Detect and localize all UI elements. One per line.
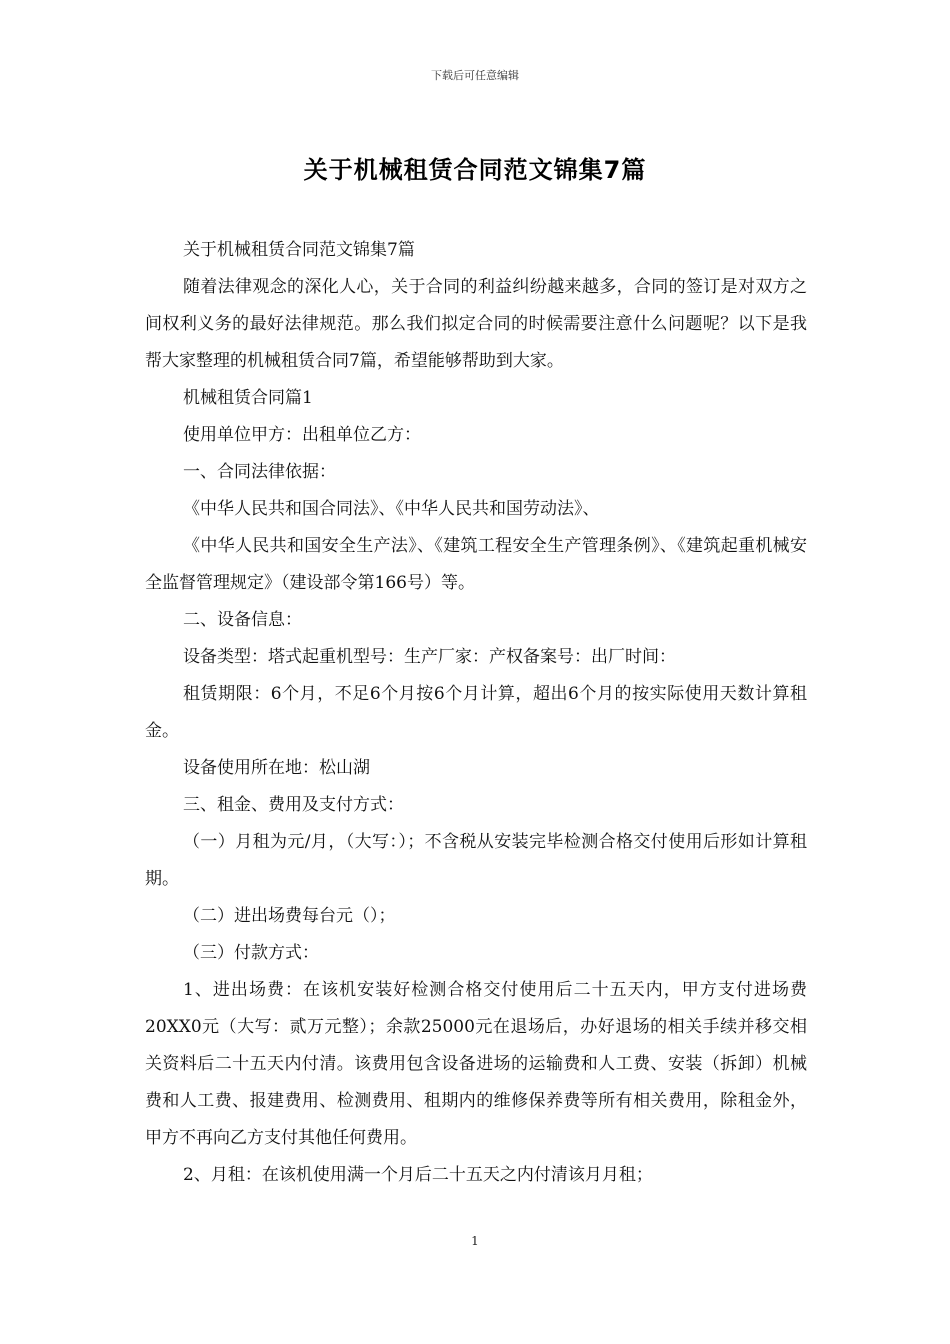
paragraph: 《中华人民共和国安全生产法》、《建筑工程安全生产管理条例》、《建筑起重机械安全监督管理规定》（建设部令第166号）等。 [145,536,807,593]
paragraph: 《中华人民共和国合同法》、《中华人民共和国劳动法》、 [183,499,600,519]
paragraph: 设备类型：塔式起重机型号：生产厂家：产权备案号：出厂时间： [183,647,676,667]
document-title: 关于机械租赁合同范文锦集7篇 [303,156,647,184]
paragraph: 关于机械租赁合同范文锦集7篇 [183,240,415,260]
paragraph: 二、设备信息： [183,610,302,630]
paragraph: （二）进出场费每台元（）； [183,906,396,926]
document-body [145,232,807,1194]
paragraph: 机械租赁合同篇1 [183,388,313,408]
paragraph: 随着法律观念的深化人心，关于合同的利益纠纷越来越多，合同的签订是对双方之间权利义务的最好法律规范。那么我们拟定合同的时候需要注意什么问题呢？以下是我帮大家整理的机械租赁合同7篇，希望能够帮助到大家。 [145,277,807,371]
paragraph: （三）付款方式： [183,943,319,963]
paragraph: 1、进出场费：在该机安装好检测合格交付使用后二十五天内，甲方支付进场费20XX0元（大写：贰万元整）；余款25000元在退场后，办好退场的相关手续并移交相关资料后二十五天内付清。该费用包含设备进场的运输费和人工费、安装（拆卸）机械费和人工费、报建费用、检测费用、租期内的维修保养费等所有相关费用，除租金外，甲方不再向乙方支付其他任何费用。 [145,980,807,1148]
paragraph: （一）月租为元/月，（大写：）；不含税从安装完毕检测合格交付使用后形如计算租期。 [145,832,807,889]
paragraph: 设备使用所在地：松山湖 [183,758,370,778]
paragraph: 一、合同法律依据： [183,462,336,482]
paragraph: 三、租金、费用及支付方式： [183,795,404,815]
paragraph: 租赁期限：6个月，不足6个月按6个月计算，超出6个月的按实际使用天数计算租金。 [145,684,807,741]
paragraph: 使用单位甲方：出租单位乙方： [183,425,421,445]
page-number: 1 [471,1234,479,1248]
header-note: 下载后可任意编辑 [431,69,519,82]
paragraph: 2、月租：在该机使用满一个月后二十五天之内付清该月月租； [183,1165,653,1185]
